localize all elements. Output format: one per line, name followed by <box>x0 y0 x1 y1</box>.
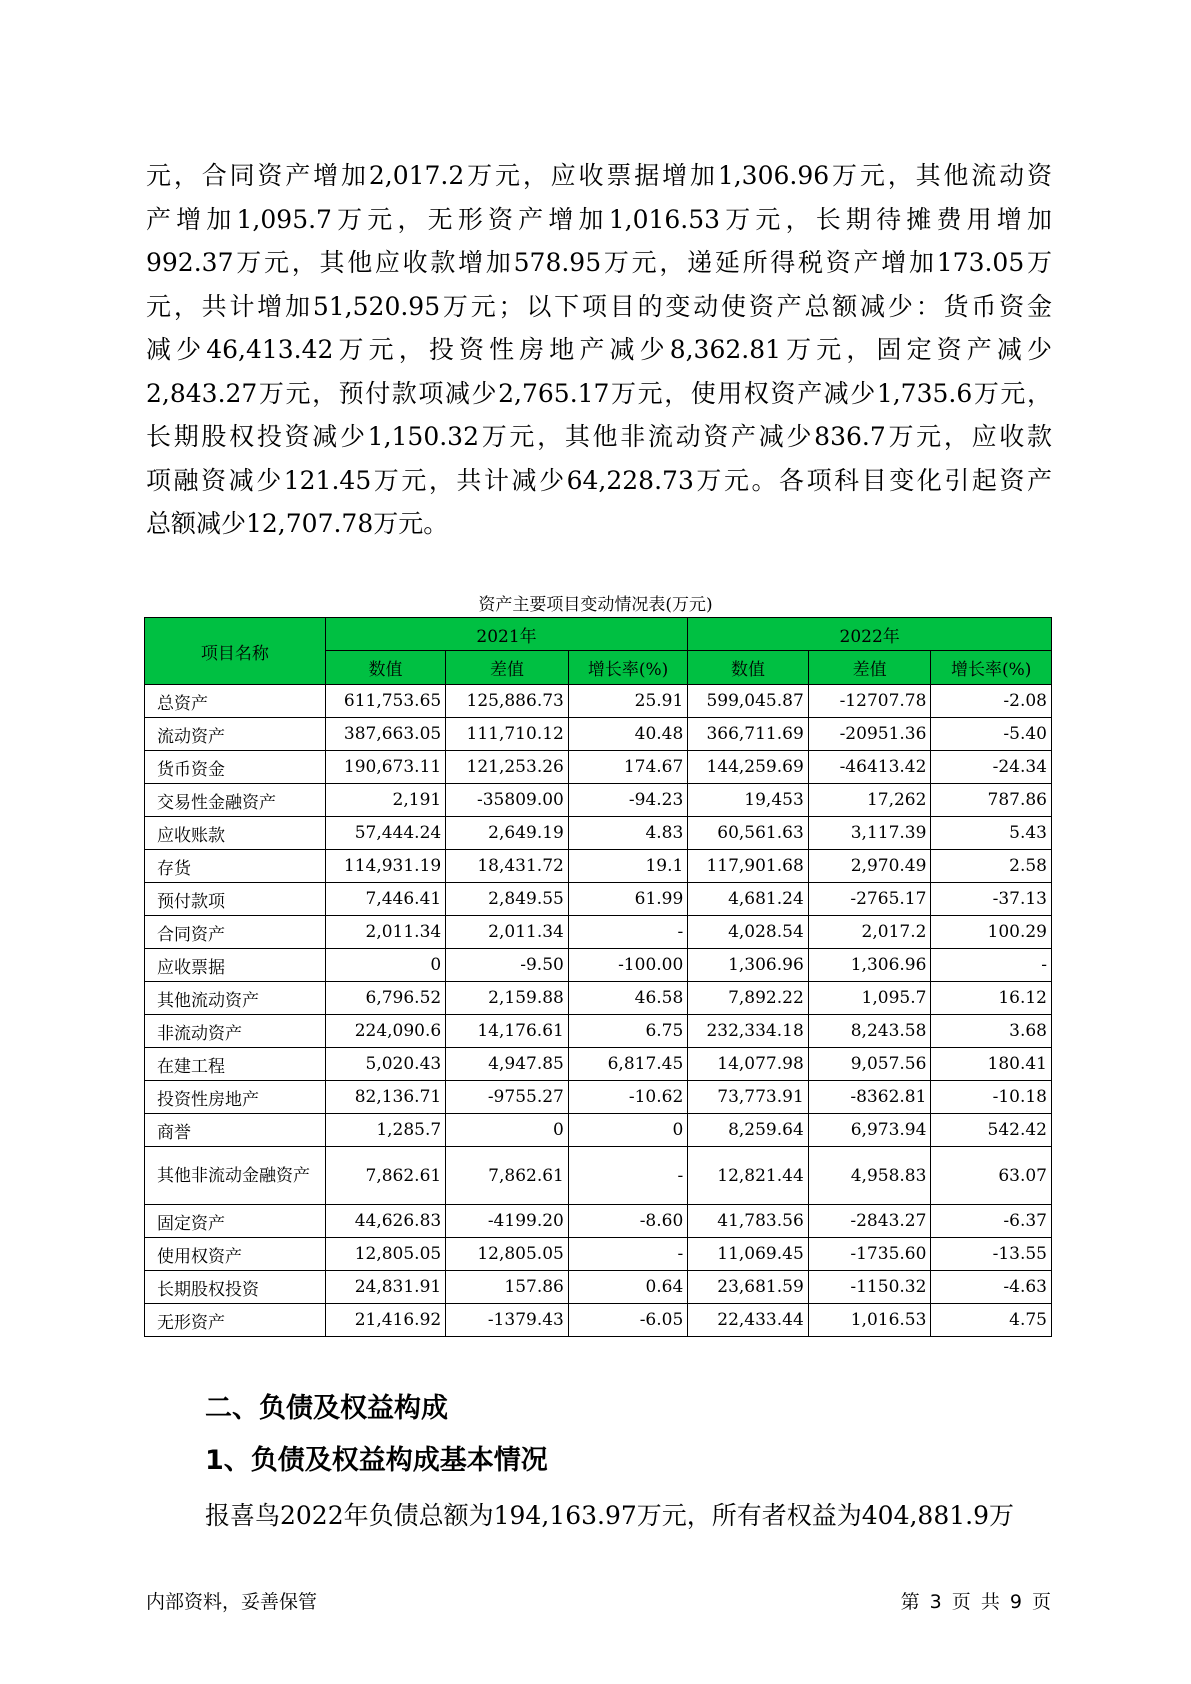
row-value-cell: 4,681.24 <box>688 883 808 916</box>
header-difference: 差值 <box>446 651 569 685</box>
row-value-cell: 8,243.58 <box>808 1015 931 1048</box>
row-value-cell: -9.50 <box>446 949 569 982</box>
table-row <box>145 1147 1052 1205</box>
row-value-cell: -10.62 <box>568 1081 687 1114</box>
row-value-cell: -5.40 <box>931 718 1052 751</box>
row-value-cell: 5,020.43 <box>325 1048 445 1081</box>
row-value-cell: 4,947.85 <box>446 1048 569 1081</box>
sub-heading: 1、负债及权益构成基本情况 <box>205 1445 548 1476</box>
header-year-2021: 2021年 <box>325 618 688 651</box>
row-value-cell: 61.99 <box>568 883 687 916</box>
row-item-name: 无形资产 <box>145 1304 326 1337</box>
row-value-cell: 1,285.7 <box>325 1114 445 1147</box>
row-value-cell: 8,259.64 <box>688 1114 808 1147</box>
footer-page-number: 第 3 页 共 9 页 <box>900 1591 1051 1613</box>
row-value-cell: 180.41 <box>931 1048 1052 1081</box>
row-value-cell: 12,821.44 <box>688 1147 808 1205</box>
row-value-cell: -1735.60 <box>808 1238 931 1271</box>
header-growth-rate: 增长率(%) <box>568 651 687 685</box>
row-value-cell: 100.29 <box>931 916 1052 949</box>
table-row <box>145 1238 1052 1271</box>
row-value-cell: 111,710.12 <box>446 718 569 751</box>
row-value-cell: 6,796.52 <box>325 982 445 1015</box>
paragraph-line: 减少46,413.42万元，投资性房地产减少8,362.81万元，固定资产减少 <box>146 335 1052 364</box>
row-value-cell: -13.55 <box>931 1238 1052 1271</box>
row-value-cell: 12,805.05 <box>446 1238 569 1271</box>
row-value-cell: -46413.42 <box>808 751 931 784</box>
row-value-cell: 40.48 <box>568 718 687 751</box>
row-value-cell: -8362.81 <box>808 1081 931 1114</box>
row-value-cell: -2843.27 <box>808 1205 931 1238</box>
footer-confidential-note: 内部资料，妥善保管 <box>146 1591 318 1613</box>
table-row <box>145 685 1052 718</box>
row-value-cell: 1,306.96 <box>808 949 931 982</box>
row-item-name: 存货 <box>145 850 326 883</box>
row-item-name: 应收账款 <box>145 817 326 850</box>
row-item-name: 其他流动资产 <box>145 982 326 1015</box>
header-value: 数值 <box>325 651 445 685</box>
table-row <box>145 949 1052 982</box>
row-value-cell: 114,931.19 <box>325 850 445 883</box>
row-value-cell: 14,176.61 <box>446 1015 569 1048</box>
row-item-name: 其他非流动金融资产 <box>145 1147 326 1205</box>
row-value-cell: 0 <box>325 949 445 982</box>
row-value-cell: - <box>568 916 687 949</box>
table-row <box>145 1015 1052 1048</box>
row-value-cell: 0 <box>568 1114 687 1147</box>
row-value-cell: 1,095.7 <box>808 982 931 1015</box>
row-value-cell: - <box>568 1147 687 1205</box>
row-value-cell: 44,626.83 <box>325 1205 445 1238</box>
row-value-cell: 2.58 <box>931 850 1052 883</box>
row-value-cell: 542.42 <box>931 1114 1052 1147</box>
row-value-cell: 4,958.83 <box>808 1147 931 1205</box>
row-value-cell: - <box>568 1238 687 1271</box>
row-item-name: 交易性金融资产 <box>145 784 326 817</box>
table-row <box>145 1114 1052 1147</box>
row-item-name: 预付款项 <box>145 883 326 916</box>
row-value-cell: 117,901.68 <box>688 850 808 883</box>
row-item-name: 投资性房地产 <box>145 1081 326 1114</box>
row-value-cell: 6.75 <box>568 1015 687 1048</box>
row-value-cell: 19,453 <box>688 784 808 817</box>
paragraph-line: 产增加1,095.7万元，无形资产增加1,016.53万元，长期待摊费用增加 <box>146 204 1052 234</box>
table-row <box>145 1048 1052 1081</box>
table-row <box>145 883 1052 916</box>
row-value-cell: 366,711.69 <box>688 718 808 751</box>
row-value-cell: 144,259.69 <box>688 751 808 784</box>
row-value-cell: 7,862.61 <box>446 1147 569 1205</box>
row-value-cell: 224,090.6 <box>325 1015 445 1048</box>
row-item-name: 使用权资产 <box>145 1238 326 1271</box>
row-item-name: 货币资金 <box>145 751 326 784</box>
table-row <box>145 784 1052 817</box>
row-value-cell: 4,028.54 <box>688 916 808 949</box>
row-value-cell: 6,817.45 <box>568 1048 687 1081</box>
header-difference: 差值 <box>808 651 931 685</box>
row-value-cell: 24,831.91 <box>325 1271 445 1304</box>
row-value-cell: -24.34 <box>931 751 1052 784</box>
table-row <box>145 1205 1052 1238</box>
row-value-cell: -35809.00 <box>446 784 569 817</box>
row-value-cell: 232,334.18 <box>688 1015 808 1048</box>
header-value: 数值 <box>688 651 808 685</box>
header-growth-rate: 增长率(%) <box>931 651 1052 685</box>
row-item-name: 应收票据 <box>145 949 326 982</box>
section-heading: 二、负债及权益构成 <box>205 1393 448 1424</box>
table-row <box>145 982 1052 1015</box>
row-value-cell: 21,416.92 <box>325 1304 445 1337</box>
row-value-cell: 157.86 <box>446 1271 569 1304</box>
row-value-cell: 190,673.11 <box>325 751 445 784</box>
row-value-cell: 611,753.65 <box>325 685 445 718</box>
row-value-cell: 12,805.05 <box>325 1238 445 1271</box>
row-value-cell: -100.00 <box>568 949 687 982</box>
row-value-cell: -8.60 <box>568 1205 687 1238</box>
table-row <box>145 1304 1052 1337</box>
row-value-cell: 7,892.22 <box>688 982 808 1015</box>
row-value-cell: -4199.20 <box>446 1205 569 1238</box>
row-value-cell: 1,306.96 <box>688 949 808 982</box>
paragraph-line: 992.37万元，其他应收款增加578.95万元，递延所得税资产增加173.05万 <box>146 248 1052 277</box>
row-value-cell: 387,663.05 <box>325 718 445 751</box>
row-value-cell: 73,773.91 <box>688 1081 808 1114</box>
row-value-cell: 46.58 <box>568 982 687 1015</box>
header-item-name: 项目名称 <box>145 618 326 685</box>
row-item-name: 固定资产 <box>145 1205 326 1238</box>
row-value-cell: 82,136.71 <box>325 1081 445 1114</box>
row-value-cell: -10.18 <box>931 1081 1052 1114</box>
row-value-cell: 2,849.55 <box>446 883 569 916</box>
row-value-cell: -20951.36 <box>808 718 931 751</box>
row-value-cell: -12707.78 <box>808 685 931 718</box>
row-value-cell: 1,016.53 <box>808 1304 931 1337</box>
row-value-cell: 3,117.39 <box>808 817 931 850</box>
row-value-cell: 60,561.63 <box>688 817 808 850</box>
row-value-cell: 787.86 <box>931 784 1052 817</box>
row-value-cell: 17,262 <box>808 784 931 817</box>
row-value-cell: -1379.43 <box>446 1304 569 1337</box>
row-value-cell: -2.08 <box>931 685 1052 718</box>
row-item-name: 长期股权投资 <box>145 1271 326 1304</box>
row-item-name: 在建工程 <box>145 1048 326 1081</box>
row-value-cell: 6,973.94 <box>808 1114 931 1147</box>
row-value-cell: 11,069.45 <box>688 1238 808 1271</box>
row-value-cell: 16.12 <box>931 982 1052 1015</box>
row-value-cell: -4.63 <box>931 1271 1052 1304</box>
row-item-name: 非流动资产 <box>145 1015 326 1048</box>
row-value-cell: 7,862.61 <box>325 1147 445 1205</box>
row-value-cell: -2765.17 <box>808 883 931 916</box>
row-value-cell: -6.37 <box>931 1205 1052 1238</box>
body-paragraph-2: 报喜鸟2022年负债总额为194,163.97万元，所有者权益为404,881.9万 <box>205 1501 1014 1530</box>
table-row <box>145 916 1052 949</box>
row-value-cell: 2,970.49 <box>808 850 931 883</box>
paragraph-line: 2,843.27万元，预付款项减少2,765.17万元，使用权资产减少1,735.6万元， <box>146 378 1052 408</box>
paragraph-line: 项融资减少121.45万元，共计减少64,228.73万元。各项科目变化引起资产 <box>146 465 1052 495</box>
row-value-cell: 125,886.73 <box>446 685 569 718</box>
row-value-cell: 0.64 <box>568 1271 687 1304</box>
row-value-cell: 2,011.34 <box>446 916 569 949</box>
row-value-cell: 23,681.59 <box>688 1271 808 1304</box>
row-item-name: 合同资产 <box>145 916 326 949</box>
paragraph-line: 长期股权投资减少1,150.32万元，其他非流动资产减少836.7万元，应收款 <box>146 422 1052 451</box>
row-value-cell: 22,433.44 <box>688 1304 808 1337</box>
table-row <box>145 1081 1052 1114</box>
row-value-cell: 2,017.2 <box>808 916 931 949</box>
paragraph-line: 元，共计增加51,520.95万元；以下项目的变动使资产总额减少：货币资金 <box>146 291 1052 321</box>
row-item-name: 商誉 <box>145 1114 326 1147</box>
table-row <box>145 817 1052 850</box>
row-value-cell: -1150.32 <box>808 1271 931 1304</box>
row-value-cell: 121,253.26 <box>446 751 569 784</box>
row-value-cell: -6.05 <box>568 1304 687 1337</box>
table-caption: 资产主要项目变动情况表(万元) <box>478 595 713 615</box>
paragraph-line: 元，合同资产增加2,017.2万元，应收票据增加1,306.96万元，其他流动资 <box>146 161 1052 190</box>
row-value-cell: 5.43 <box>931 817 1052 850</box>
header-year-2022: 2022年 <box>688 618 1052 651</box>
row-value-cell: 2,011.34 <box>325 916 445 949</box>
row-value-cell: 41,783.56 <box>688 1205 808 1238</box>
row-value-cell: 14,077.98 <box>688 1048 808 1081</box>
row-value-cell: 19.1 <box>568 850 687 883</box>
table-row <box>145 718 1052 751</box>
row-item-name: 流动资产 <box>145 718 326 751</box>
row-value-cell: 2,649.19 <box>446 817 569 850</box>
row-value-cell: 57,444.24 <box>325 817 445 850</box>
row-value-cell: 2,191 <box>325 784 445 817</box>
row-value-cell: 4.75 <box>931 1304 1052 1337</box>
row-value-cell: 0 <box>446 1114 569 1147</box>
row-value-cell: 599,045.87 <box>688 685 808 718</box>
body-paragraph <box>146 154 1052 546</box>
row-value-cell: 174.67 <box>568 751 687 784</box>
row-value-cell: 63.07 <box>931 1147 1052 1205</box>
row-value-cell: 3.68 <box>931 1015 1052 1048</box>
row-value-cell: - <box>931 949 1052 982</box>
row-value-cell: 7,446.41 <box>325 883 445 916</box>
row-value-cell: 9,057.56 <box>808 1048 931 1081</box>
row-item-name: 总资产 <box>145 685 326 718</box>
asset-change-table <box>144 617 1052 1337</box>
row-value-cell: -37.13 <box>931 883 1052 916</box>
table-row <box>145 751 1052 784</box>
row-value-cell: 4.83 <box>568 817 687 850</box>
paragraph-line: 总额减少12,707.78万元。 <box>146 509 449 538</box>
row-value-cell: 18,431.72 <box>446 850 569 883</box>
row-value-cell: -94.23 <box>568 784 687 817</box>
row-value-cell: 25.91 <box>568 685 687 718</box>
row-value-cell: -9755.27 <box>446 1081 569 1114</box>
row-value-cell: 2,159.88 <box>446 982 569 1015</box>
table-row <box>145 1271 1052 1304</box>
table-row <box>145 850 1052 883</box>
